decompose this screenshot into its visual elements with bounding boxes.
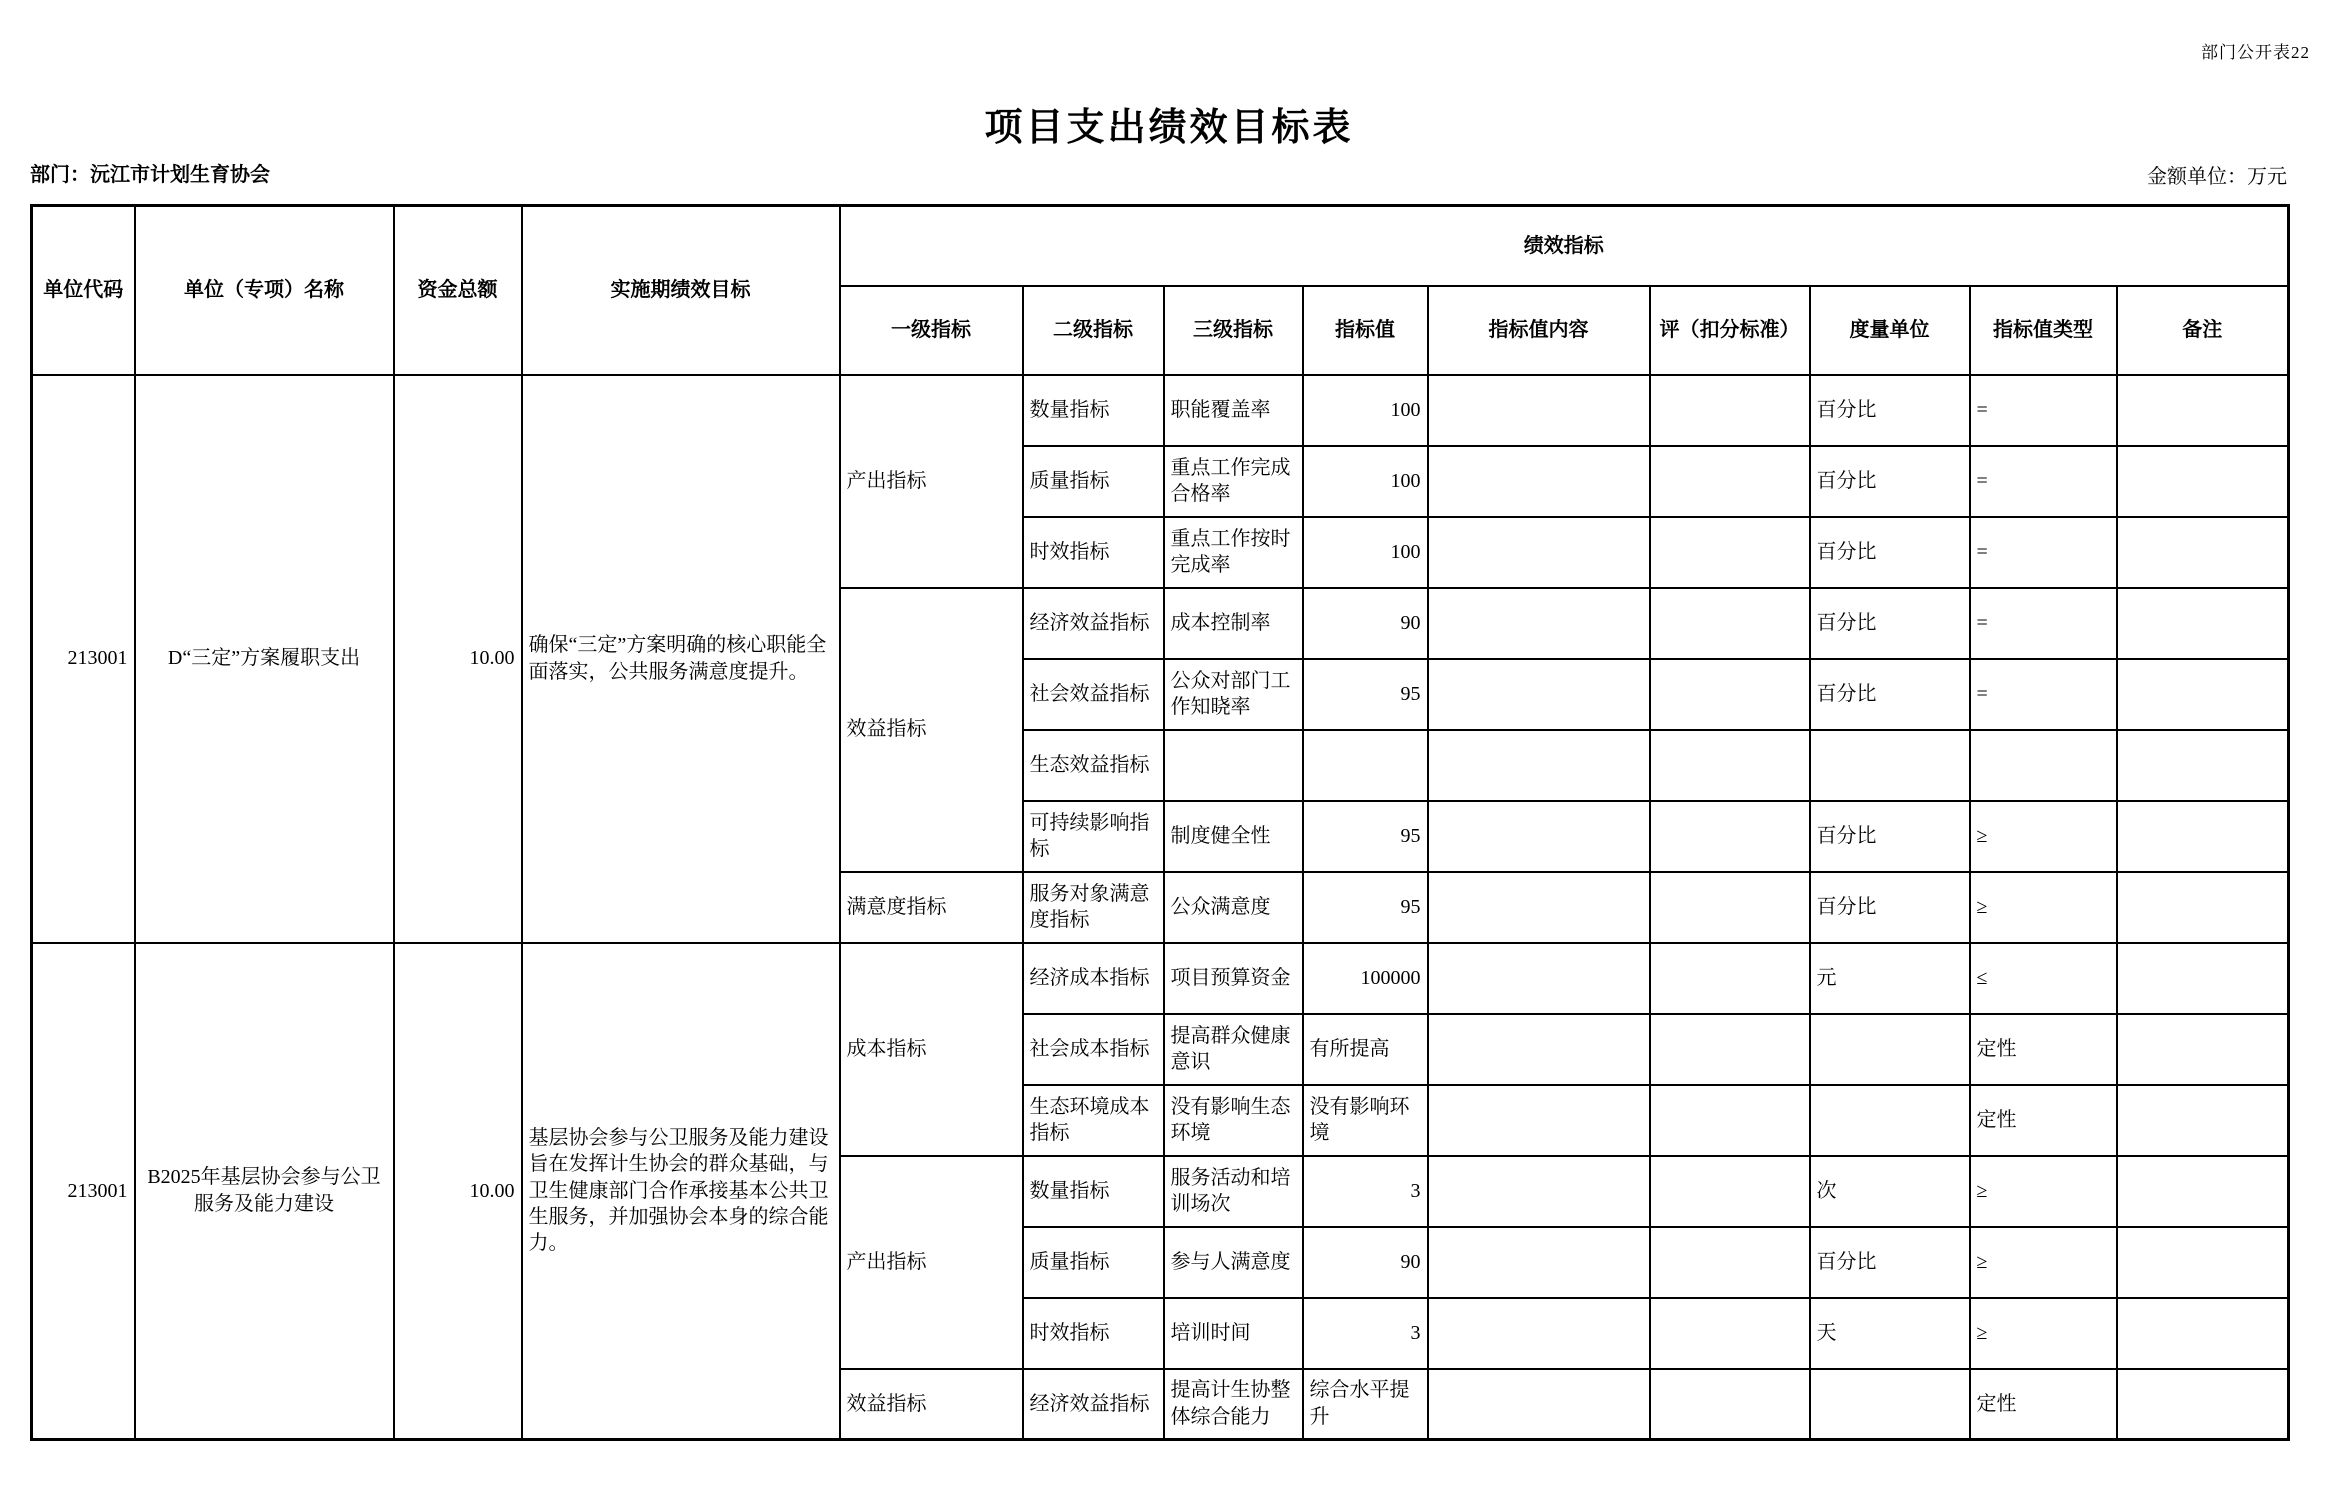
level1-indicator-cell: 成本指标	[840, 943, 1023, 1156]
col-header-value-type: 指标值类型	[1970, 286, 2117, 375]
note-cell	[2117, 801, 2289, 872]
value-content-cell	[1428, 1227, 1650, 1298]
col-header-performance-indicators: 绩效指标	[840, 206, 2289, 286]
level3-indicator-cell: 职能覆盖率	[1164, 375, 1303, 446]
indicator-value-cell: 有所提高	[1303, 1014, 1428, 1085]
score-standard-cell	[1650, 1014, 1810, 1085]
measure-unit-cell: 元	[1810, 943, 1970, 1014]
level2-indicator-cell: 时效指标	[1023, 1298, 1164, 1369]
value-type-cell: =	[1970, 375, 2117, 446]
score-standard-cell	[1650, 1156, 1810, 1227]
value-content-cell	[1428, 872, 1650, 943]
score-standard-cell	[1650, 1085, 1810, 1156]
measure-unit-cell: 百分比	[1810, 588, 1970, 659]
level2-indicator-cell: 可持续影响指标	[1023, 801, 1164, 872]
score-standard-cell	[1650, 446, 1810, 517]
score-standard-cell	[1650, 375, 1810, 446]
measure-unit-cell: 百分比	[1810, 801, 1970, 872]
level2-indicator-cell: 数量指标	[1023, 375, 1164, 446]
indicator-value-cell: 100000	[1303, 943, 1428, 1014]
note-cell	[2117, 730, 2289, 801]
table-row	[32, 943, 2289, 1014]
value-type-cell: =	[1970, 517, 2117, 588]
measure-unit-cell: 百分比	[1810, 659, 1970, 730]
level2-indicator-cell: 生态效益指标	[1023, 730, 1164, 801]
note-cell	[2117, 872, 2289, 943]
value-type-cell: 定性	[1970, 1369, 2117, 1440]
note-cell	[2117, 659, 2289, 730]
score-standard-cell	[1650, 1369, 1810, 1440]
value-content-cell	[1428, 517, 1650, 588]
col-header-level1: 一级指标	[840, 286, 1023, 375]
level1-indicator-cell: 产出指标	[840, 375, 1023, 588]
table-row	[32, 375, 2289, 446]
score-standard-cell	[1650, 659, 1810, 730]
note-cell	[2117, 1085, 2289, 1156]
col-header-value: 指标值	[1303, 286, 1428, 375]
period-goal-cell: 基层协会参与公卫服务及能力建设旨在发挥计生协会的群众基础，与卫生健康部门合作承接基本公共卫生服务，并加强协会本身的综合能力。	[522, 943, 840, 1440]
col-header-value-content: 指标值内容	[1428, 286, 1650, 375]
indicator-value-cell: 100	[1303, 446, 1428, 517]
indicator-value-cell: 100	[1303, 375, 1428, 446]
measure-unit-cell: 百分比	[1810, 517, 1970, 588]
measure-unit-cell	[1810, 1014, 1970, 1085]
department-label: 部门：沅江市计划生育协会	[30, 164, 270, 186]
score-standard-cell	[1650, 943, 1810, 1014]
level1-indicator-cell: 效益指标	[840, 588, 1023, 872]
value-type-cell: =	[1970, 659, 2117, 730]
level3-indicator-cell: 重点工作按时完成率	[1164, 517, 1303, 588]
performance-target-table	[30, 204, 2290, 1441]
col-header-total-fund: 资金总额	[394, 206, 522, 375]
level3-indicator-cell: 成本控制率	[1164, 588, 1303, 659]
value-content-cell	[1428, 588, 1650, 659]
level2-indicator-cell: 生态环境成本指标	[1023, 1085, 1164, 1156]
measure-unit-cell	[1810, 1369, 1970, 1440]
level3-indicator-cell: 制度健全性	[1164, 801, 1303, 872]
level3-indicator-cell: 提高群众健康意识	[1164, 1014, 1303, 1085]
level2-indicator-cell: 数量指标	[1023, 1156, 1164, 1227]
indicator-value-cell: 3	[1303, 1156, 1428, 1227]
level2-indicator-cell: 时效指标	[1023, 517, 1164, 588]
value-type-cell: =	[1970, 588, 2117, 659]
indicator-value-cell: 100	[1303, 517, 1428, 588]
level1-indicator-cell: 满意度指标	[840, 872, 1023, 943]
value-type-cell: =	[1970, 446, 2117, 517]
indicator-value-cell: 综合水平提升	[1303, 1369, 1428, 1440]
unit-code-cell: 213001	[32, 943, 135, 1440]
indicator-value-cell: 95	[1303, 872, 1428, 943]
score-standard-cell	[1650, 801, 1810, 872]
value-content-cell	[1428, 801, 1650, 872]
score-standard-cell	[1650, 872, 1810, 943]
level1-indicator-cell: 效益指标	[840, 1369, 1023, 1440]
indicator-value-cell: 95	[1303, 801, 1428, 872]
measure-unit-cell: 百分比	[1810, 1227, 1970, 1298]
level2-indicator-cell: 经济效益指标	[1023, 1369, 1164, 1440]
sheet-number-label: 部门公开表22	[2201, 43, 2310, 62]
amount-unit-label: 金额单位：万元	[2147, 166, 2287, 188]
value-type-cell: ≤	[1970, 943, 2117, 1014]
value-type-cell: ≥	[1970, 872, 2117, 943]
period-goal-cell: 确保“三定”方案明确的核心职能全面落实，公共服务满意度提升。	[522, 375, 840, 943]
value-content-cell	[1428, 943, 1650, 1014]
unit-code-cell: 213001	[32, 375, 135, 943]
score-standard-cell	[1650, 1298, 1810, 1369]
indicator-value-cell: 没有影响环境	[1303, 1085, 1428, 1156]
level2-indicator-cell: 社会效益指标	[1023, 659, 1164, 730]
value-content-cell	[1428, 1156, 1650, 1227]
value-type-cell	[1970, 730, 2117, 801]
total-fund-cell: 10.00	[394, 943, 522, 1440]
col-header-period-goal: 实施期绩效目标	[522, 206, 840, 375]
level3-indicator-cell: 没有影响生态环境	[1164, 1085, 1303, 1156]
level3-indicator-cell: 重点工作完成合格率	[1164, 446, 1303, 517]
col-header-unit-code: 单位代码	[32, 206, 135, 375]
indicator-value-cell: 3	[1303, 1298, 1428, 1369]
measure-unit-cell: 次	[1810, 1156, 1970, 1227]
col-header-level3: 三级指标	[1164, 286, 1303, 375]
meta-row	[30, 158, 2287, 194]
level3-indicator-cell: 提高计生协整体综合能力	[1164, 1369, 1303, 1440]
value-type-cell: ≥	[1970, 1156, 2117, 1227]
project-name-cell: B2025年基层协会参与公卫服务及能力建设	[135, 943, 394, 1440]
measure-unit-cell: 百分比	[1810, 872, 1970, 943]
level3-indicator-cell: 公众对部门工作知晓率	[1164, 659, 1303, 730]
note-cell	[2117, 1156, 2289, 1227]
level3-indicator-cell: 服务活动和培训场次	[1164, 1156, 1303, 1227]
page-title: 项目支出绩效目标表	[984, 107, 1354, 149]
level2-indicator-cell: 服务对象满意度指标	[1023, 872, 1164, 943]
indicator-value-cell: 95	[1303, 659, 1428, 730]
level2-indicator-cell: 经济成本指标	[1023, 943, 1164, 1014]
value-type-cell: ≥	[1970, 1227, 2117, 1298]
indicator-value-cell	[1303, 730, 1428, 801]
score-standard-cell	[1650, 1227, 1810, 1298]
level3-indicator-cell: 项目预算资金	[1164, 943, 1303, 1014]
col-header-level2: 二级指标	[1023, 286, 1164, 375]
value-content-cell	[1428, 446, 1650, 517]
level2-indicator-cell: 经济效益指标	[1023, 588, 1164, 659]
note-cell	[2117, 588, 2289, 659]
value-content-cell	[1428, 1085, 1650, 1156]
measure-unit-cell: 百分比	[1810, 446, 1970, 517]
measure-unit-cell: 天	[1810, 1298, 1970, 1369]
score-standard-cell	[1650, 517, 1810, 588]
note-cell	[2117, 943, 2289, 1014]
indicator-value-cell: 90	[1303, 1227, 1428, 1298]
value-content-cell	[1428, 375, 1650, 446]
level3-indicator-cell: 公众满意度	[1164, 872, 1303, 943]
measure-unit-cell: 百分比	[1810, 375, 1970, 446]
note-cell	[2117, 1298, 2289, 1369]
level2-indicator-cell: 社会成本指标	[1023, 1014, 1164, 1085]
note-cell	[2117, 1369, 2289, 1440]
indicator-value-cell: 90	[1303, 588, 1428, 659]
note-cell	[2117, 1227, 2289, 1298]
note-cell	[2117, 446, 2289, 517]
value-type-cell: ≥	[1970, 1298, 2117, 1369]
level2-indicator-cell: 质量指标	[1023, 1227, 1164, 1298]
col-header-score-standard: 评（扣分标准）	[1650, 286, 1810, 375]
value-content-cell	[1428, 659, 1650, 730]
measure-unit-cell	[1810, 730, 1970, 801]
score-standard-cell	[1650, 588, 1810, 659]
total-fund-cell: 10.00	[394, 375, 522, 943]
col-header-measure-unit: 度量单位	[1810, 286, 1970, 375]
col-header-project-name: 单位（专项）名称	[135, 206, 394, 375]
level3-indicator-cell	[1164, 730, 1303, 801]
value-type-cell: 定性	[1970, 1014, 2117, 1085]
note-cell	[2117, 1014, 2289, 1085]
level3-indicator-cell: 参与人满意度	[1164, 1227, 1303, 1298]
value-type-cell: ≥	[1970, 801, 2117, 872]
value-content-cell	[1428, 1298, 1650, 1369]
col-header-note: 备注	[2117, 286, 2289, 375]
value-content-cell	[1428, 1014, 1650, 1085]
project-name-cell: D“三定”方案履职支出	[135, 375, 394, 943]
measure-unit-cell	[1810, 1085, 1970, 1156]
score-standard-cell	[1650, 730, 1810, 801]
value-content-cell	[1428, 1369, 1650, 1440]
level3-indicator-cell: 培训时间	[1164, 1298, 1303, 1369]
value-content-cell	[1428, 730, 1650, 801]
level1-indicator-cell: 产出指标	[840, 1156, 1023, 1369]
note-cell	[2117, 517, 2289, 588]
level2-indicator-cell: 质量指标	[1023, 446, 1164, 517]
note-cell	[2117, 375, 2289, 446]
header-row-top	[32, 206, 2289, 286]
value-type-cell: 定性	[1970, 1085, 2117, 1156]
